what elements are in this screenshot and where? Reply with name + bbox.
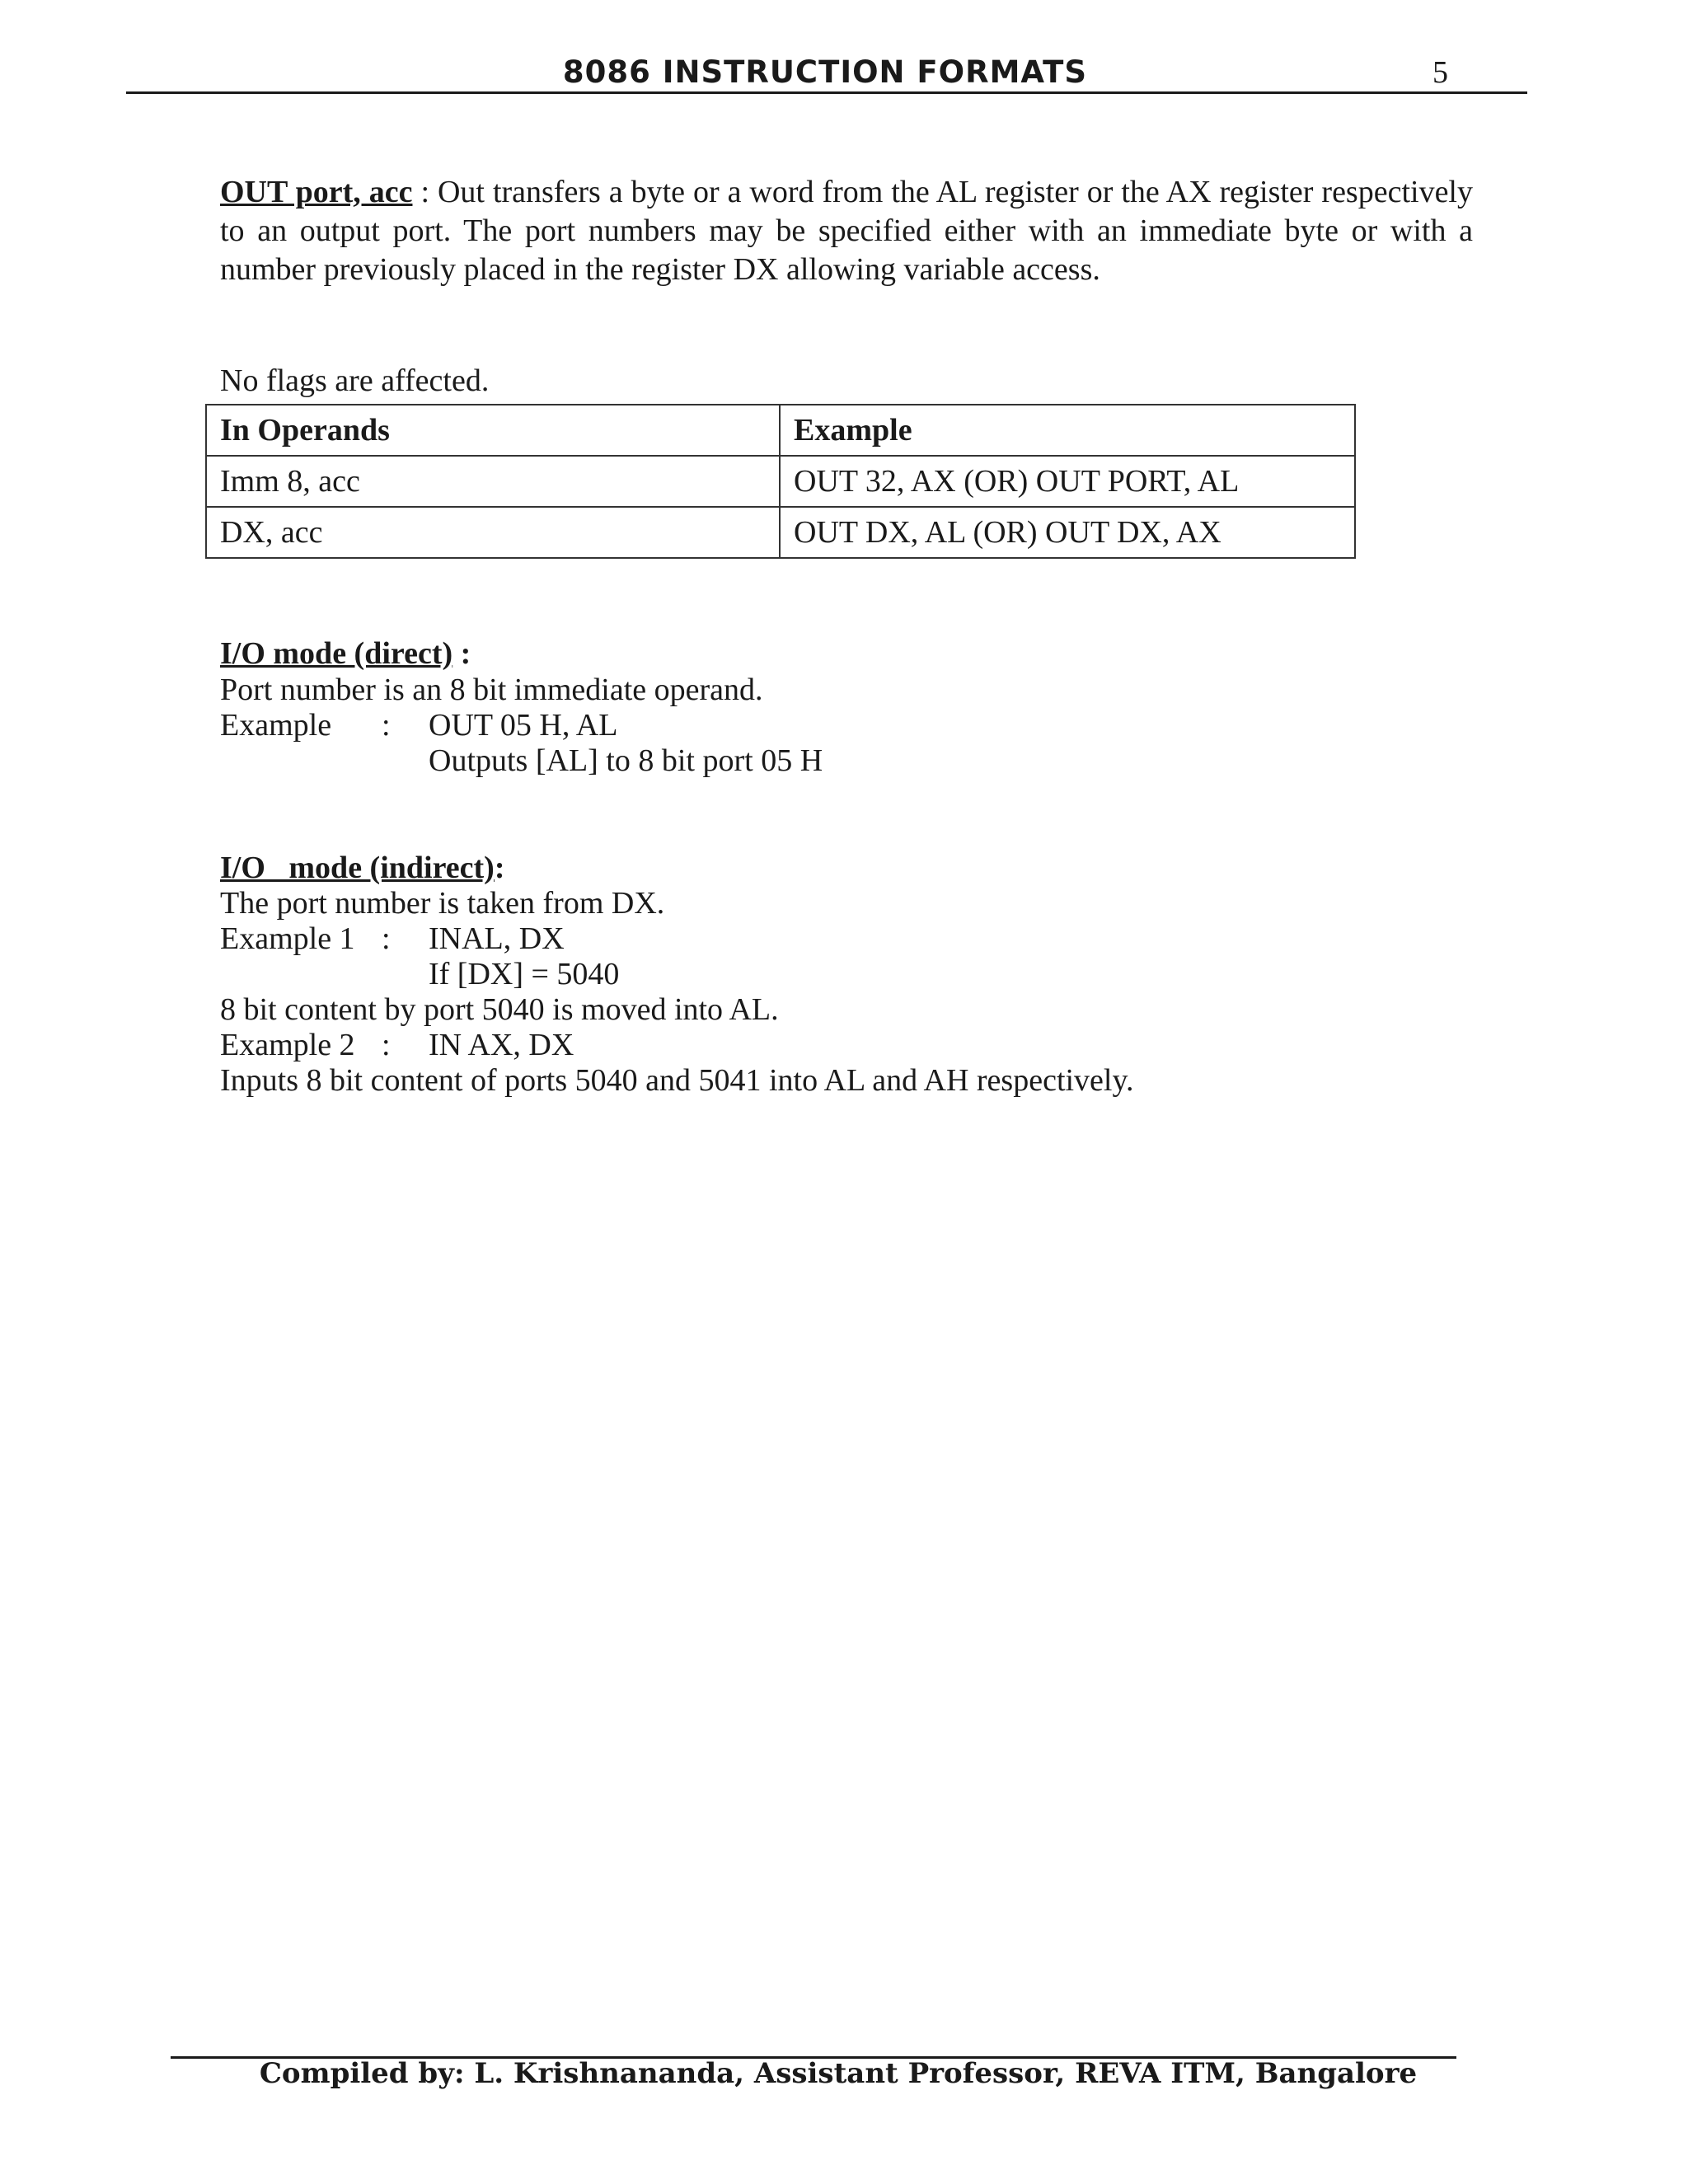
table-cell: Imm 8, acc [206, 456, 780, 507]
indirect-example2-colon: : [382, 1028, 391, 1062]
page-header-title: 8086 INSTRUCTION FORMATS [562, 54, 1088, 90]
indirect-example1-colon: : [382, 921, 391, 956]
direct-example-code: OUT 05 H, AL [429, 708, 618, 743]
operands-table [205, 404, 1356, 559]
direct-mode-description: Port number is an 8 bit immediate operand. [220, 673, 763, 707]
indirect-mode-heading: I/O mode (indirect): [220, 851, 505, 885]
indirect-example2-result: Inputs 8 bit content of ports 5040 and 5041 into AL and AH respectively. [220, 1063, 1134, 1098]
out-instruction-term: OUT port, acc [220, 175, 413, 209]
direct-example-label: Example [220, 708, 332, 743]
indirect-mode-description: The port number is taken from DX. [220, 886, 665, 921]
table-cell: OUT 32, AX (OR) OUT PORT, AL [780, 456, 1355, 507]
table-header-cell: Example [780, 405, 1355, 456]
table-header-row [206, 405, 1355, 456]
table-cell: DX, acc [206, 507, 780, 558]
direct-example-colon: : [382, 708, 391, 743]
indirect-example1-code: INAL, DX [429, 921, 565, 956]
page-number: 5 [1432, 55, 1448, 90]
out-instruction-description: : Out transfers a byte or a word from the AL register or the AX register respectively to an output port. The port numbers may be specified either with an immediate byte or with a number previously placed in the register DX allowing variable access. [220, 175, 1473, 287]
flags-note: No flags are affected. [220, 363, 490, 398]
header-divider [126, 91, 1527, 94]
indirect-example1-label: Example 1 [220, 921, 355, 956]
footer-credit: Compiled by: L. Krishnananda, Assistant Professor, REVA ITM, Bangalore [259, 2057, 1418, 2090]
indirect-example2-label: Example 2 [220, 1028, 355, 1062]
table-header-cell: In Operands [206, 405, 780, 456]
indirect-example1-condition: If [DX] = 5040 [429, 957, 620, 991]
table-cell: OUT DX, AL (OR) OUT DX, AX [780, 507, 1355, 558]
indirect-example2-code: IN AX, DX [429, 1028, 574, 1062]
indirect-example1-result: 8 bit content by port 5040 is moved into AL. [220, 992, 779, 1027]
direct-example-note: Outputs [AL] to 8 bit port 05 H [429, 743, 823, 778]
direct-mode-heading: I/O mode (direct) : [220, 636, 471, 671]
table-row [206, 507, 1355, 558]
table-row [206, 456, 1355, 507]
out-instruction-paragraph [220, 173, 1473, 289]
